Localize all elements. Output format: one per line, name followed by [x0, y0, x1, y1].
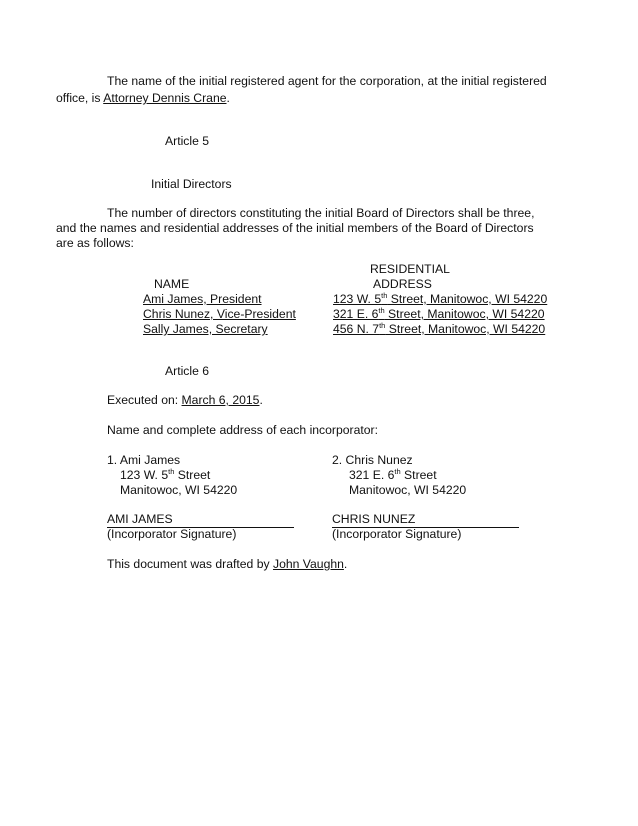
signature-caption: (Incorporator Signature) — [107, 527, 237, 541]
article5-heading: Article 5 — [165, 134, 210, 148]
executed-date: March 6, 2015 — [181, 393, 260, 407]
incorporator-label: 2. Chris Nunez — [332, 453, 413, 467]
incorporators-intro: Name and complete address of each incorporator: — [107, 423, 378, 437]
street-number: 123 W. 5 — [120, 468, 169, 482]
incorporator-city: Manitowoc, WI 54220 — [120, 483, 238, 497]
table-header-address-line1: RESIDENTIAL — [370, 262, 450, 276]
article5-paragraph-line1: The number of directors constituting the initial Board of Directors shall be three, — [107, 206, 535, 220]
article6-heading: Article 6 — [165, 364, 210, 378]
agent-paragraph-line1: The name of the initial registered agent for the corporation, at the initial registered — [107, 74, 547, 88]
signature-caption: (Incorporator Signature) — [332, 527, 462, 541]
address-ordinal: th — [381, 291, 388, 300]
drafted-by-line — [107, 557, 347, 572]
director-address — [333, 322, 545, 337]
street-ordinal: th — [168, 467, 175, 476]
director-name: Chris Nunez, Vice-President — [143, 307, 296, 321]
drafted-prefix: This document was drafted by — [107, 557, 273, 571]
incorporator-city: Manitowoc, WI 54220 — [349, 483, 467, 497]
table-header-address-line2: ADDRESS — [373, 277, 432, 291]
article5-paragraph-line3: are as follows: — [56, 236, 134, 250]
street-ordinal: th — [394, 467, 401, 476]
incorporator-street — [349, 468, 437, 483]
director-name: Sally James, Secretary — [143, 322, 268, 336]
address-rest: Street, Manitowoc, WI 54220 — [385, 322, 546, 336]
street-number: 321 E. 6 — [349, 468, 395, 482]
incorporator-street — [120, 468, 210, 483]
executed-prefix: Executed on: — [107, 393, 182, 407]
agent-line2-suffix: . — [226, 91, 230, 105]
director-address — [333, 292, 547, 307]
article5-paragraph-line2: and the names and residential addresses of the initial members of the Board of Directors — [56, 221, 534, 235]
executed-line — [107, 393, 263, 408]
executed-suffix: . — [259, 393, 263, 407]
incorporator-signature-line — [107, 512, 294, 528]
drafter-name: John Vaughn — [272, 557, 344, 571]
address-number: 321 E. 6 — [333, 307, 379, 321]
director-address — [333, 307, 545, 322]
incorporator-signature-line — [332, 512, 519, 528]
address-number: 456 N. 7 — [333, 322, 380, 336]
director-name: Ami James, President — [143, 292, 262, 306]
incorporator-label: 1. Ami James — [107, 453, 181, 467]
signature-name: AMI JAMES — [107, 512, 294, 528]
agent-name: Attorney Dennis Crane — [103, 91, 227, 105]
table-header-name: NAME — [154, 277, 190, 291]
address-number: 123 W. 5 — [333, 292, 382, 306]
street-rest: Street — [174, 468, 211, 482]
street-rest: Street — [400, 468, 437, 482]
address-rest: Street, Manitowoc, WI 54220 — [387, 292, 548, 306]
signature-name: CHRIS NUNEZ — [332, 512, 519, 528]
address-ordinal: th — [378, 306, 385, 315]
address-rest: Street, Manitowoc, WI 54220 — [384, 307, 545, 321]
address-ordinal: th — [379, 321, 386, 330]
agent-line2-prefix: office, is — [56, 91, 104, 105]
article5-subheading: Initial Directors — [151, 177, 232, 191]
drafted-suffix: . — [343, 557, 348, 571]
agent-paragraph-line2 — [56, 91, 230, 106]
